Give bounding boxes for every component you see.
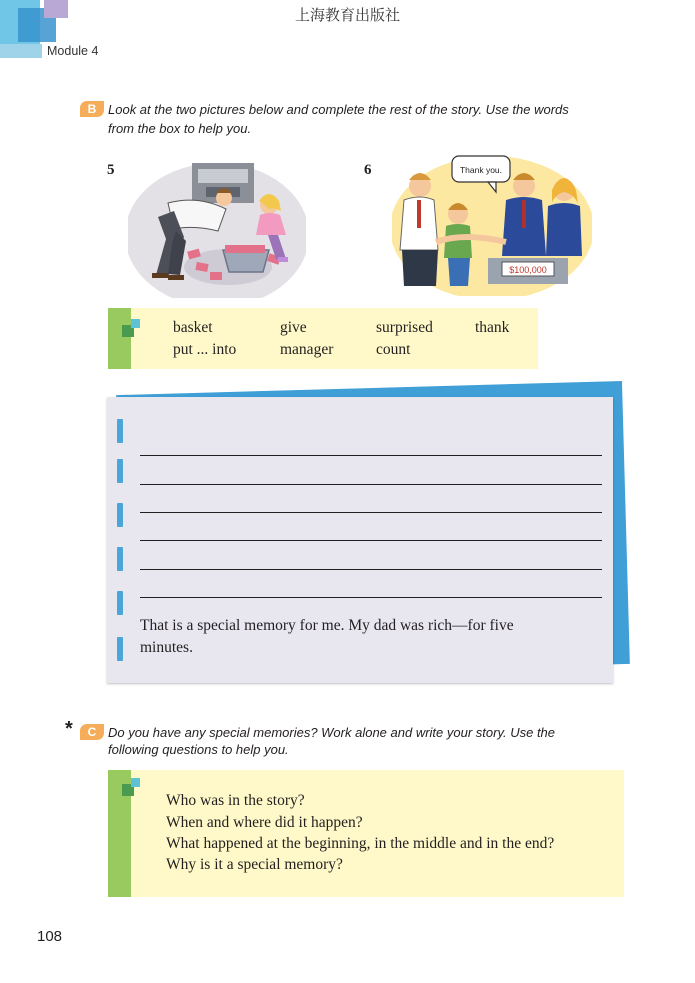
instruction-line: from the box to help you. bbox=[108, 121, 252, 136]
writing-line[interactable] bbox=[140, 540, 602, 541]
writing-line[interactable] bbox=[140, 512, 602, 513]
money-sign-text: $100,000 bbox=[509, 265, 547, 275]
word-item: give bbox=[280, 319, 307, 336]
writing-line[interactable] bbox=[140, 597, 602, 598]
writing-line[interactable] bbox=[140, 569, 602, 570]
guiding-question: Why is it a special memory? bbox=[166, 856, 343, 873]
section-c-badge: C bbox=[80, 724, 104, 740]
word-item: manager bbox=[280, 341, 334, 358]
question-box bbox=[108, 770, 624, 897]
binder-ring bbox=[117, 459, 123, 483]
illustration-manager-thanks bbox=[392, 150, 592, 296]
section-b-badge: B bbox=[80, 101, 104, 117]
guiding-question: Who was in the story? bbox=[166, 792, 305, 809]
writing-line[interactable] bbox=[140, 455, 602, 456]
word-box bbox=[108, 308, 538, 369]
page-number: 108 bbox=[37, 928, 63, 945]
writing-line[interactable] bbox=[140, 484, 602, 485]
notepad bbox=[107, 397, 613, 683]
header-decor-square bbox=[0, 44, 42, 58]
word-item: basket bbox=[173, 319, 213, 336]
module-label: Module 4 bbox=[47, 44, 99, 58]
section-c-instruction bbox=[108, 724, 618, 758]
section-b-instruction bbox=[108, 100, 618, 138]
closing-line: minutes. bbox=[140, 639, 193, 656]
story-closing-text bbox=[140, 615, 600, 659]
instruction-line: Look at the two pictures below and complete the rest of the story. Use the words bbox=[108, 102, 569, 117]
question-box-decor-icon bbox=[122, 778, 142, 798]
illustration-bank-counting bbox=[128, 155, 306, 298]
guiding-question: What happened at the beginning, in the middle and in the end? bbox=[166, 835, 555, 852]
optional-asterisk: * bbox=[65, 718, 73, 740]
word-item: surprised bbox=[376, 319, 433, 336]
instruction-line: Do you have any special memories? Work alone and write your story. Use the bbox=[108, 725, 556, 740]
picture-number: 6 bbox=[364, 162, 372, 178]
binder-ring bbox=[117, 503, 123, 527]
binder-ring bbox=[117, 547, 123, 571]
guiding-question: When and where did it happen? bbox=[166, 814, 363, 831]
speech-bubble-text: Thank you. bbox=[459, 165, 503, 175]
binder-ring bbox=[117, 419, 123, 443]
word-box-decor-icon bbox=[122, 319, 142, 339]
publisher-name: 上海教育出版社 bbox=[294, 6, 400, 24]
word-item: thank bbox=[475, 319, 510, 336]
binder-ring bbox=[117, 637, 123, 661]
word-item: put ... into bbox=[173, 341, 237, 358]
picture-number: 5 bbox=[107, 162, 115, 178]
instruction-line: following questions to help you. bbox=[108, 742, 289, 757]
word-item: count bbox=[376, 341, 411, 358]
binder-ring bbox=[117, 591, 123, 615]
closing-line: That is a special memory for me. My dad was rich—for five bbox=[140, 617, 514, 634]
